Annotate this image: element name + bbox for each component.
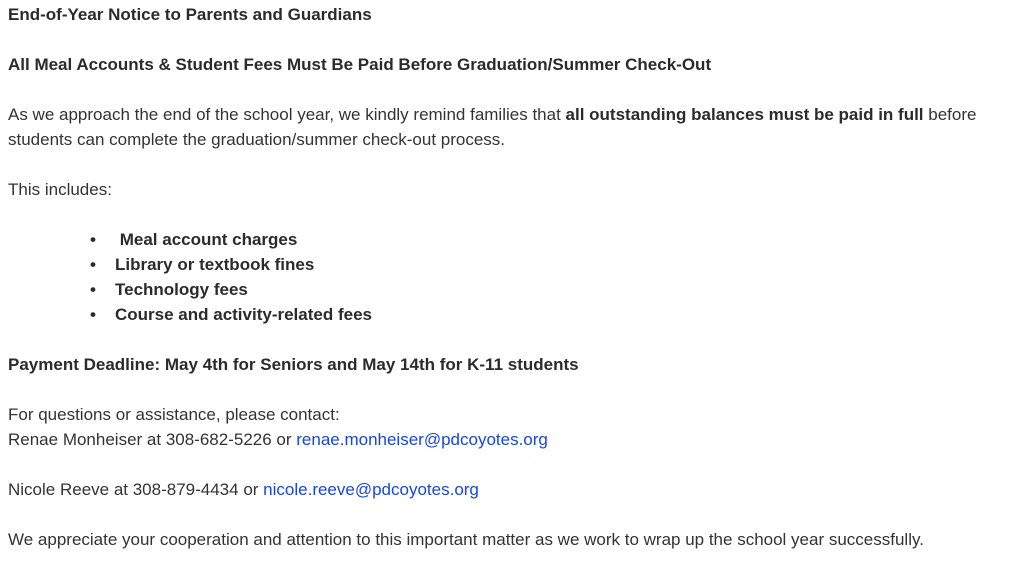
bullet-icon: •: [90, 305, 96, 324]
bullet-icon: •: [90, 230, 96, 249]
fee-list-item: [90, 302, 1016, 327]
notice-title: End-of-Year Notice to Parents and Guardians: [8, 5, 372, 24]
fee-list-item: [90, 252, 1016, 277]
intro-emphasis: all outstanding balances must be paid in full: [565, 105, 924, 124]
email-link-nicole[interactable]: nicole.reeve@pdcoyotes.org: [263, 480, 479, 499]
contact-intro: For questions or assistance, please contact:: [8, 405, 340, 424]
fee-item-course-activity: Course and activity-related fees: [115, 305, 372, 324]
closing-paragraph: We appreciate your cooperation and attention to this important matter as we work to wrap up the school year successfully.: [8, 530, 924, 549]
bullet-icon: •: [90, 280, 96, 299]
intro-paragraph: [8, 102, 1016, 152]
fee-list-item: [90, 277, 1016, 302]
fee-item-technology: Technology fees: [115, 280, 248, 299]
notice-headline: All Meal Accounts & Student Fees Must Be Paid Before Graduation/Summer Check-Out: [8, 55, 712, 74]
contact-line-nicole: [8, 477, 1016, 502]
intro-text-before: As we approach the end of the school year, we kindly remind families that: [8, 105, 566, 124]
fee-item-meal: Meal account charges: [115, 230, 298, 249]
contact-nicole-text: Nicole Reeve at 308-879-4434 or: [8, 480, 264, 499]
intro-text-after: before students can complete the graduation/summer check-out process.: [8, 105, 977, 149]
contact-line-renae: [8, 427, 1016, 452]
fee-list-item: [90, 227, 1016, 252]
fee-list: [8, 227, 1016, 327]
includes-label: This includes:: [8, 180, 112, 199]
bullet-icon: •: [90, 255, 96, 274]
fee-item-library: Library or textbook fines: [115, 255, 315, 274]
payment-deadline: Payment Deadline: May 4th for Seniors and May 14th for K-11 students: [8, 355, 579, 374]
email-link-renae[interactable]: renae.monheiser@pdcoyotes.org: [296, 430, 548, 449]
contact-renae-text: Renae Monheiser at 308-682-5226 or: [8, 430, 297, 449]
